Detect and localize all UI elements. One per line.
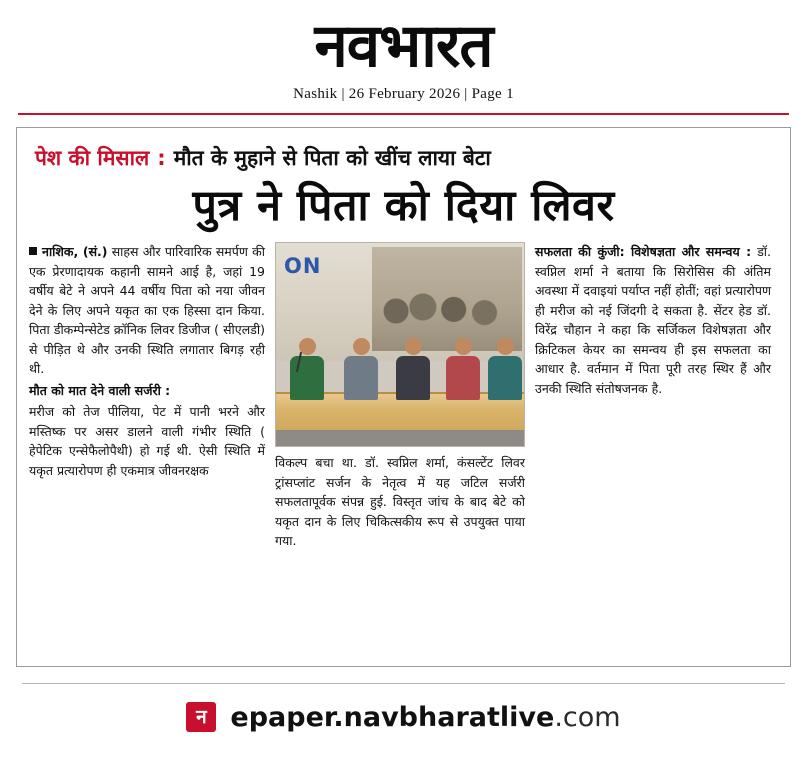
masthead	[0, 0, 807, 115]
article-left-subhead-wrap	[29, 381, 265, 401]
person-head	[497, 338, 514, 355]
dateline: नाशिक, (सं.)	[42, 244, 108, 259]
photo-banner-figures	[380, 263, 514, 343]
person-body	[488, 356, 522, 400]
url-part-navbharat: navbharat	[343, 701, 500, 733]
article-right-subhead-wrap	[535, 242, 771, 398]
person-body	[446, 356, 480, 400]
url-part-epaper: epaper.	[230, 701, 344, 733]
photo-person-5	[488, 338, 522, 400]
footer	[0, 683, 807, 761]
article-photo-wrap	[275, 242, 525, 447]
article-middle-para-1: विकल्प बचा था. डॉ. स्वप्निल शर्मा, कंसल्टेंट लिवर ट्रांसप्लांट सर्जन के नेतृत्व में यह जटिल सर्जरी सफलतापूर्वक संपन्न हुई. विस्तृत जांच के बाद बेटे को यकृत दान के लिए चिकित्सकीय रूप से उपयुक्त पाया गया.	[275, 455, 525, 548]
article-column-right	[535, 242, 771, 400]
article-right-text-1: डॉ. स्वप्निल शर्मा ने बताया कि सिरोसिस की अंतिम अवस्था में दवाइयां पर्याप्त नहीं होतीं; वहां प्रत्यारोपण ही मरीज को नई जिंदगी दे सकता है. सेंटर हेड डॉ. विरेंद्र चौहान ने कहा कि सर्जिकल विशेषज्ञता और क्रिटिकल केयर का समन्वय ही इस सफलता का आधार है. वर्तमान में पिता पूरी तरह स्थिर हैं और उनकी स्थिति संतोषजनक है.	[535, 244, 771, 396]
footer-brand[interactable]	[0, 684, 807, 750]
person-head	[405, 338, 422, 355]
article-headline: पुत्र ने पिता को दिया लिवर	[192, 181, 615, 231]
article-left-text-1: साहस और पारिवारिक समर्पण की एक प्रेरणादायक कहानी सामने आई है, जहां 19 वर्षीय बेटे ने अपने 44 वर्षीय पिता को नया जीवन देने के लिए अपने यकृत का एक हिस्सा दान किया. पिता डीकम्पेन्सेटेड क्रॉनिक लिवर डिजीज ( सीएलडी) से पीड़ित थे और उनकी स्थिति लगातार बिगड़ रही थी.	[29, 244, 265, 376]
article-card	[16, 127, 791, 667]
photo-person-4	[446, 338, 480, 400]
article-column-left	[29, 242, 265, 482]
article-left-subhead: मौत को मात देने वाली सर्जरी :	[29, 382, 171, 398]
article-kicker-subtitle: मौत के मुहाने से पिता को खींच लाया बेटा	[173, 146, 491, 170]
article-kicker: पेश की मिसाल	[35, 146, 150, 170]
article-right-subhead: सफलता की कुंजी: विशेषज्ञता और समन्वय :	[535, 244, 752, 259]
article-column-middle	[275, 242, 525, 553]
article-left-para-2: मरीज को तेज पीलिया, पेट में पानी भरने और मस्तिष्क पर असर डालने वाली गंभीर स्थिति ( हेपेटिक एन्सेफैलोपैथी) हो गई थी. ऐसी स्थिति में यकृत प्रत्यारोपण ही एकमात्र जीवनरक्षक	[29, 404, 265, 478]
article-kicker-row	[29, 138, 778, 174]
masthead-divider	[18, 113, 789, 115]
photo-person-3	[396, 338, 430, 400]
navbharat-logo-icon: न	[186, 702, 216, 732]
article-left-para-1	[29, 242, 265, 379]
photo-person-1	[290, 338, 324, 400]
article-body	[29, 242, 778, 553]
square-bullet-icon	[29, 247, 37, 255]
person-head	[455, 338, 472, 355]
person-body	[344, 356, 378, 400]
article-kicker-colon: :	[157, 146, 166, 170]
url-part-com: .com	[554, 701, 621, 733]
url-part-live: live	[499, 701, 555, 733]
epaper-url[interactable]	[230, 702, 620, 733]
person-body	[396, 356, 430, 400]
photo-banner-text: ON	[284, 254, 322, 278]
person-body	[290, 356, 324, 400]
photo-person-2	[344, 338, 378, 400]
masthead-title: नवभारत	[314, 11, 493, 81]
photo-floor	[276, 430, 524, 446]
article-photo	[275, 242, 525, 447]
person-head	[353, 338, 370, 355]
edition-line: Nashik | 26 February 2026 | Page 1	[293, 86, 514, 102]
